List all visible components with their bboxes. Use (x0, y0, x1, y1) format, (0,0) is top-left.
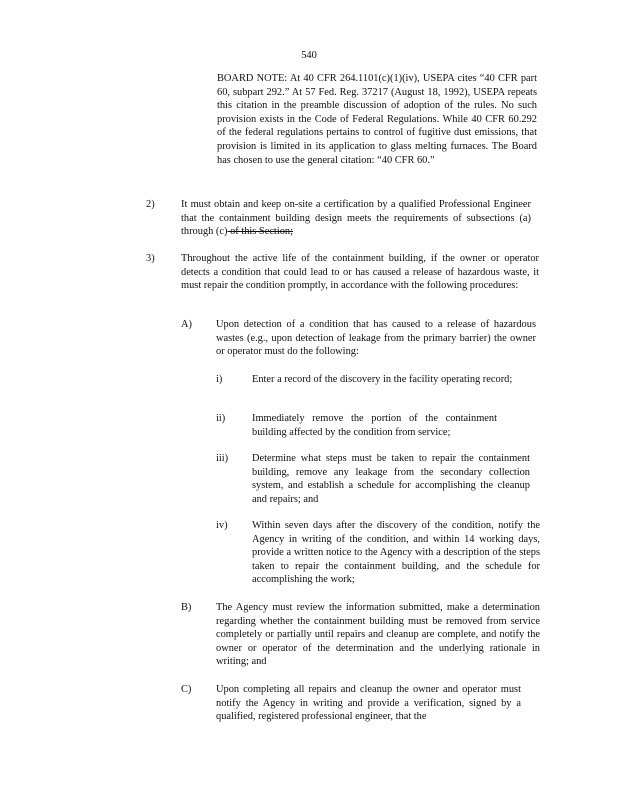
board-note: BOARD NOTE: At 40 CFR 264.1101(c)(1)(iv), USEPA cites “40 CFR part 60, subpart 292.” At 57 Fed. Reg. 37217 (August 18, 1992), USEPA repeats this citation in the preamble discussion of adoption of the rules. No such provision exists in the Code of Federal Regulations. While 40 CFR 60.292 of the federal regulations pertains to control of fugitive dust emissions, that provision is limited in its application to glass melting furnaces. The Board has chosen to use the general citation: “40 CFR 60.” (217, 73, 537, 166)
page-number: 540 (301, 50, 317, 61)
subsection-c-text: Upon completing all repairs and cleanup the owner and operator must notify the Agency in writing and provide a verification, signed by a qualified, registered professional engineer, that the (216, 684, 521, 723)
subsection-a-text: Upon detection of a condition that has caused to a release of hazardous wastes (e.g., upon detection of leakage from the primary barrier) the owner or operator must do the following: (216, 319, 536, 358)
item-2-number: 2) (146, 199, 155, 210)
item-iv-label: iv) (216, 520, 228, 531)
item-ii-text: Immediately remove the portion of the containment building affected by the condition from service; (252, 413, 497, 438)
item-iii-label: iii) (216, 453, 229, 464)
item-2-text (181, 198, 531, 239)
subsection-c-label: C) (181, 684, 192, 695)
item-2-body: It must obtain and keep on-site a certification by a qualified Professional Engineer that the containment building design meets the requirements of subsections (a) through (c) (181, 199, 531, 238)
item-iv-text: Within seven days after the discovery of the condition, notify the Agency in writing of the condition, and within 14 working days, provide a written notice to the Agency with a description of the steps taken to repair the containment building, and the schedule for accomplishing the work; (252, 520, 540, 586)
item-i-label: i) (216, 374, 223, 385)
item-3-number: 3) (146, 253, 155, 264)
item-i-text: Enter a record of the discovery in the facility operating record; (252, 374, 513, 385)
item-3-text: Throughout the active life of the containment building, if the owner or operator detects a condition that could lead to or has caused a release of hazardous waste, it must repair the condition promptly, in accordance with the following procedures: (181, 253, 539, 292)
subsection-b-label: B) (181, 602, 192, 613)
subsection-a-label: A) (181, 319, 192, 330)
item-2-struck-text: of this Section; (227, 226, 293, 238)
subsection-b-text: The Agency must review the information submitted, make a determination regarding whether the containment building must be removed from service completely or partially until repairs and cleanup are complete, and notify the owner or operator of the determination and the underlying rationale in writing; and (216, 602, 540, 668)
item-ii-label: ii) (216, 413, 226, 424)
item-iii-text: Determine what steps must be taken to repair the containment building, remove any leakage from the secondary collection system, and establish a schedule for accomplishing the cleanup and repairs; and (252, 453, 530, 505)
